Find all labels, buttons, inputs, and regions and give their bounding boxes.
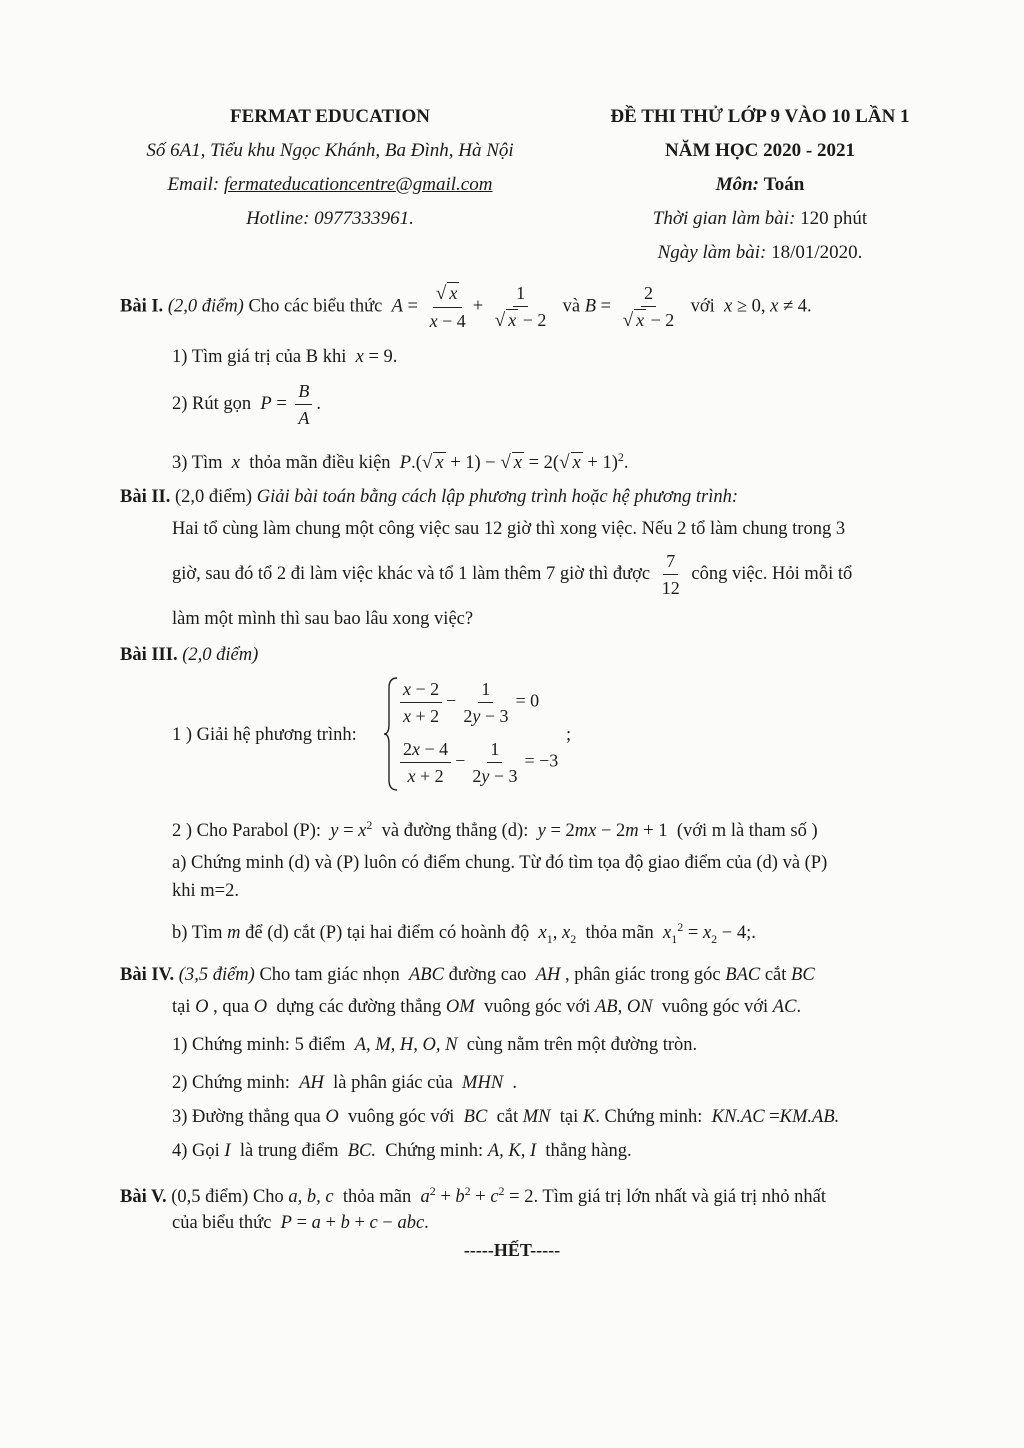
header-left (110, 100, 550, 236)
subject-line: Môn: Toán (715, 174, 805, 195)
bai4-q3: 3) Đường thẳng qua O vuông góc với BC cắt MN tại K. Chứng minh: KN.AC =KM.AB. (172, 1107, 840, 1127)
bai1-statement: Bài I. (2,0 điểm) Cho các biểu thức A = $\frac{√ x}{x - 4}$ + $\frac{1}{√ x - 2}$ và B = $\frac{2}{√ x - 2}$ với x ≥ 0, x ≠ 4. (120, 283, 812, 331)
school-year: NĂM HỌC 2020 - 2021 (665, 140, 855, 161)
bai2-statement: Bài II. (2,0 điểm) Giải bài toán bằng cách lập phương trình hoặc hệ phương trình: (120, 487, 739, 507)
bai2-line1: Hai tổ cùng làm chung một công việc sau 12 giờ thì xong việc. Nếu 2 tổ làm chung trong 3 (172, 519, 846, 539)
header-right (590, 100, 930, 270)
email-link[interactable]: fermateducationcentre@gmail.com (224, 174, 493, 195)
bai3-qa-line2: khi m=2. (172, 881, 239, 901)
exam-title: ĐỀ THI THỬ LỚP 9 VÀO 10 LẦN 1 (610, 106, 910, 127)
bai4-q2: 2) Chứng minh: AH là phân giác của MHN . (172, 1073, 518, 1093)
system-eq2: $\frac{2x - 4}{x + 2}$ − $\frac{1}{2y - 3}$ = −3 (396, 738, 558, 787)
bai4-q1: 1) Chứng minh: 5 điểm A, M, H, O, N cùng nằm trên một đường tròn. (172, 1035, 698, 1055)
duration-line: Thời gian làm bài: 120 phút (652, 208, 868, 229)
hotline: Hotline: 0977333961. (246, 208, 414, 229)
bai3-q2: 2 ) Cho Parabol (P): $y = x^2$ và đường thẳng (d): y = 2mx − 2m + 1 (với m là tham số ) (172, 818, 818, 842)
system-eq1: $\frac{x - 2}{x + 2}$ − $\frac{1}{2y - 3}$ = 0 (396, 678, 539, 727)
bai1-q3: 3) Tìm x thỏa mãn điều kiện P.(√ x + 1) − √ x = 2(√ x + 1)$^2$. (172, 450, 629, 474)
bai4-line2: tại O , qua O dựng các đường thẳng OM vuông góc với AB, ON vuông góc với AC. (172, 997, 802, 1017)
end-marker: -----HẾT----- (463, 1240, 561, 1260)
bai3-q1: 1 ) Giải hệ phương trình: (172, 725, 357, 745)
bai2-line2: giờ, sau đó tổ 2 đi làm việc khác và tổ 1 làm thêm 7 giờ thì được $\frac{7}{12}$ công việc. Hỏi mỗi tổ (172, 551, 853, 598)
bai3-qa-line1: a) Chứng minh (d) và (P) luôn có điểm chung. Từ đó tìm tọa độ giao điểm của (d) và (P) (172, 853, 828, 873)
email-line: Email: fermateducationcentre@gmail.com (167, 174, 493, 195)
bai5-line2: của biểu thức P = a + b + c − abc. (172, 1213, 429, 1233)
system-semicolon: ; (566, 725, 572, 745)
address: Số 6A1, Tiểu khu Ngọc Khánh, Ba Đình, Hà Nội (146, 140, 514, 161)
bai2-line3: làm một mình thì sau bao lâu xong việc? (172, 609, 474, 629)
bai1-q2: 2) Rút gọn P = $\frac{B}{A}$ . (172, 381, 322, 428)
bai3-qb: b) Tìm m để (d) cắt (P) tại hai điểm có hoành độ $x_1$, $x_2$ thỏa mãn $x_1^2 = x_2 - 4$;. (172, 920, 756, 946)
date-line: Ngày làm bài: 18/01/2020. (657, 242, 863, 263)
bai4-q4: 4) Gọi I là trung điểm BC. Chứng minh: A, K, I thẳng hàng. (172, 1141, 632, 1161)
bai3-statement: Bài III. (2,0 điểm) (120, 645, 259, 665)
bai1-q1: 1) Tìm giá trị của B khi x = 9. (172, 347, 398, 367)
org-name: FERMAT EDUCATION (229, 106, 431, 127)
bai5-line1: Bài V. (0,5 điểm) Cho a, b, c thỏa mãn $a^2 + b^2 + c^2 = 2$. Tìm giá trị lớn nhất và giá trị nhỏ nhất (120, 1184, 827, 1208)
bai4-line1: Bài IV. (3,5 điểm) Cho tam giác nhọn ABC đường cao AH , phân giác trong góc BAC cắt BC (120, 965, 815, 985)
